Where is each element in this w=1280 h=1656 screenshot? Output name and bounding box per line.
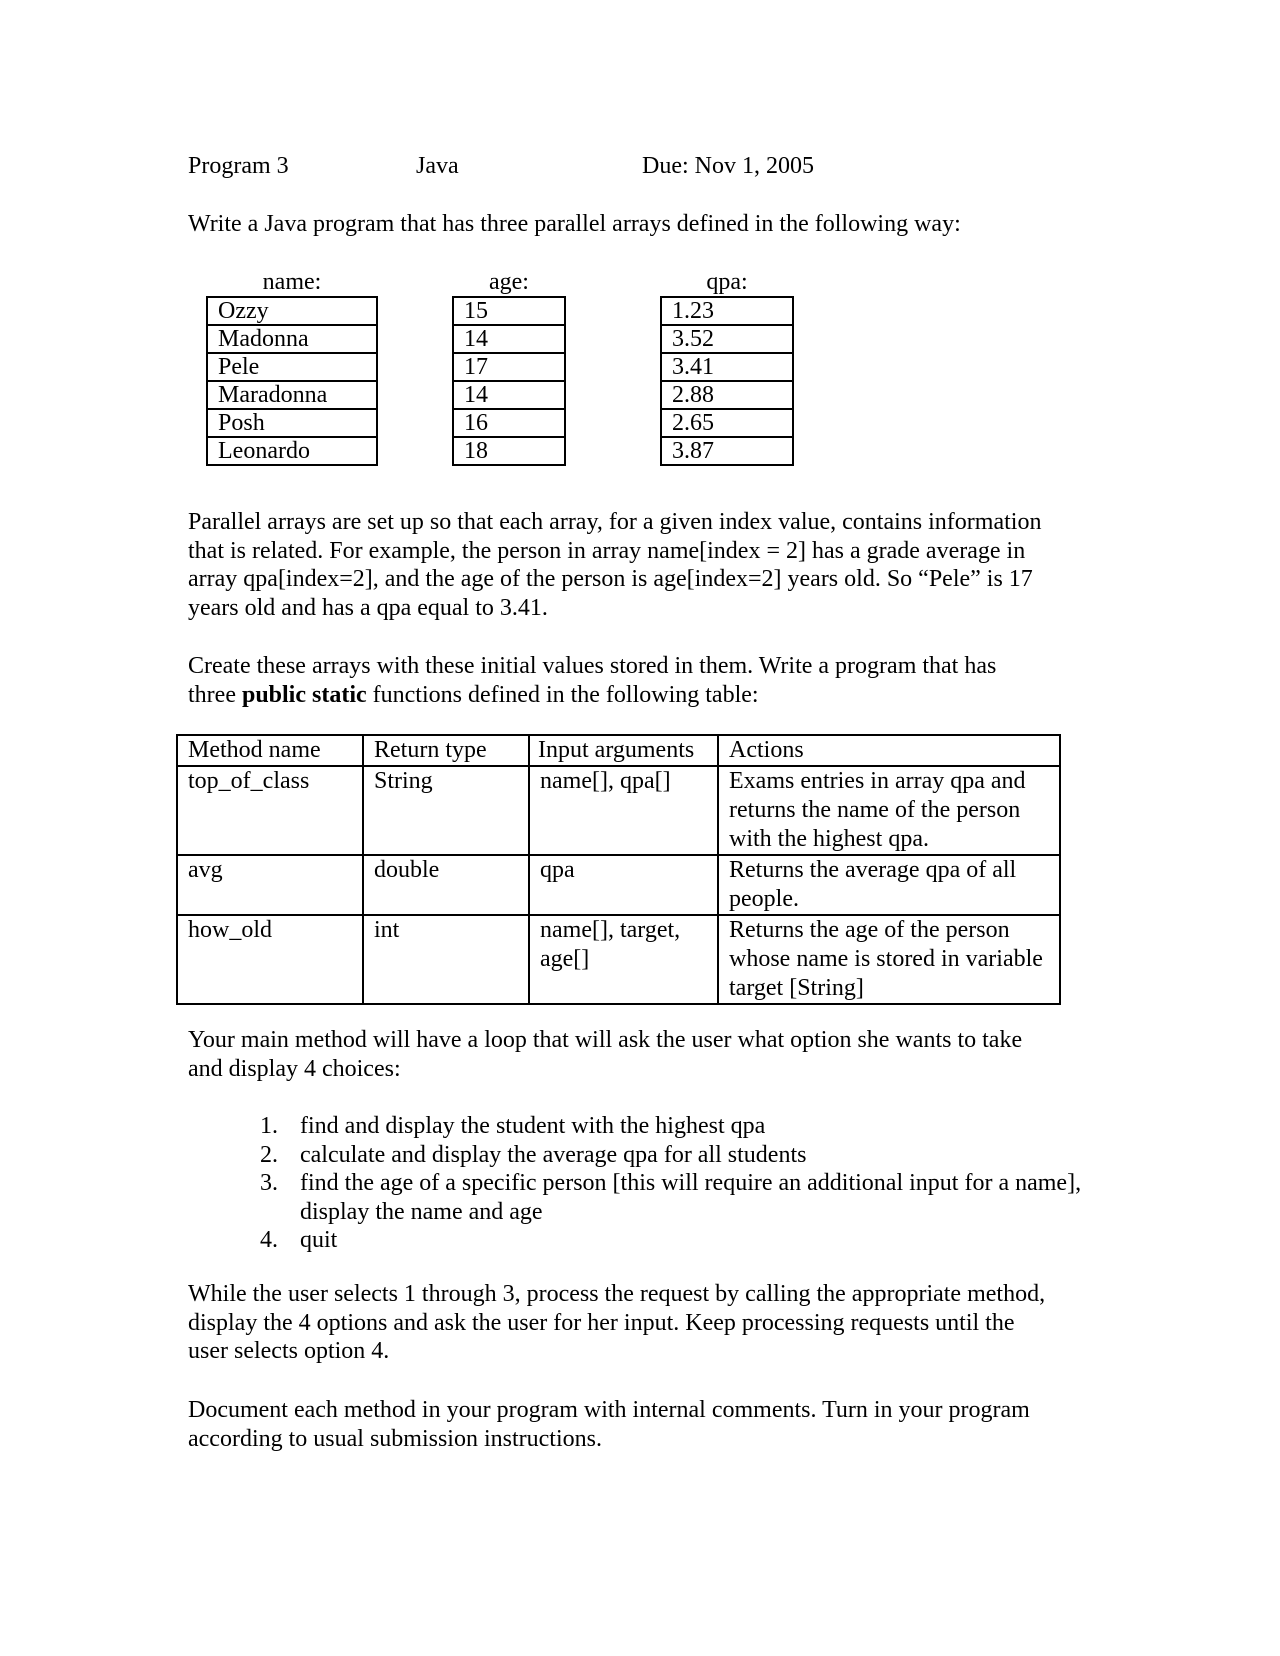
paragraph-line: Your main method will have a loop that will ask the user what option she wants to take <box>188 1027 1023 1053</box>
list-number: 3. <box>260 1170 278 1196</box>
list-number: 4. <box>260 1227 278 1253</box>
line-text: three <box>188 681 242 708</box>
list-item <box>260 1141 1100 1170</box>
paragraph-line: that is related. For example, the person in array name[index = 2] has a grade average in <box>188 537 1026 564</box>
language: Java <box>416 153 459 179</box>
array-row <box>207 381 377 409</box>
input-arguments-cell: qpa <box>529 855 718 915</box>
header-method-name: Method name <box>177 735 363 766</box>
array-row <box>453 437 565 465</box>
array-cell: 3.87 <box>661 437 793 465</box>
due-date: Due: Nov 1, 2005 <box>642 153 814 179</box>
method-name-cell: how_old <box>177 915 363 1004</box>
array-row <box>661 297 793 325</box>
paragraph-line: display the 4 options and ask the user for her input. Keep processing requests until the <box>188 1309 1015 1336</box>
list-item <box>260 1112 1100 1141</box>
array-cell: 3.52 <box>661 325 793 353</box>
create-arrays-paragraph <box>188 652 996 709</box>
header-input-arguments: Input arguments <box>529 735 718 766</box>
return-type-cell: double <box>363 855 529 915</box>
array-cell: 18 <box>453 437 565 465</box>
paragraph-line: Document each method in your program with internal comments. Turn in your program <box>188 1397 1030 1423</box>
array-cell: 2.88 <box>661 381 793 409</box>
qpa-array-table <box>660 296 794 466</box>
processing-paragraph <box>188 1280 1045 1366</box>
list-item <box>260 1226 1100 1255</box>
array-cell: Pele <box>207 353 377 381</box>
array-cell: 14 <box>453 325 565 353</box>
documentation-paragraph <box>188 1396 1030 1453</box>
method-name-cell: top_of_class <box>177 766 363 855</box>
input-arguments-cell: name[], qpa[] <box>529 766 718 855</box>
header-actions: Actions <box>718 735 1060 766</box>
paragraph-line: Create these arrays with these initial values stored in them. Write a program that has <box>188 653 997 679</box>
table-header-row <box>177 735 1060 766</box>
array-row <box>207 297 377 325</box>
program-number: Program 3 <box>188 153 289 179</box>
array-cell: Ozzy <box>207 297 377 325</box>
paragraph-line: Parallel arrays are set up so that each array, for a given index value, contains information <box>188 509 1042 535</box>
name-array-label: name: <box>262 269 322 295</box>
paragraph-line: user selects option 4. <box>188 1338 390 1364</box>
array-cell: 17 <box>453 353 565 381</box>
list-number: 1. <box>260 1113 278 1139</box>
array-cell: 2.65 <box>661 409 793 437</box>
table-row <box>177 766 1060 855</box>
name-array-table <box>206 296 378 466</box>
intro-text: Write a Java program that has three parallel arrays defined in the following way: <box>188 211 961 237</box>
list-text: calculate and display the average qpa for all students <box>300 1141 807 1168</box>
array-cell: 3.41 <box>661 353 793 381</box>
array-cell: Leonardo <box>207 437 377 465</box>
table-row <box>177 855 1060 915</box>
method-name-cell: avg <box>177 855 363 915</box>
array-cell: 1.23 <box>661 297 793 325</box>
list-text: find and display the student with the highest qpa <box>300 1113 766 1139</box>
list-item <box>260 1169 1100 1226</box>
array-row <box>207 353 377 381</box>
paragraph-line: array qpa[index=2], and the age of the person is age[index=2] years old. So “Pele” is 17 <box>188 566 1033 592</box>
bold-keyword: public static <box>241 681 367 708</box>
array-row <box>661 381 793 409</box>
array-row <box>453 409 565 437</box>
paragraph-line: While the user selects 1 through 3, process the request by calling the appropriate method, <box>188 1281 1046 1307</box>
array-cell: Maradonna <box>207 381 377 409</box>
main-method-paragraph <box>188 1026 1022 1083</box>
array-row <box>207 437 377 465</box>
list-text: quit <box>300 1227 338 1253</box>
header-return-type: Return type <box>363 735 529 766</box>
method-table <box>176 734 1061 1005</box>
paragraph-line <box>188 681 996 710</box>
age-array-table <box>452 296 566 466</box>
actions-cell: Returns the average qpa of all people. <box>718 855 1060 915</box>
array-cell: Madonna <box>207 325 377 353</box>
array-row <box>453 325 565 353</box>
paragraph-line: years old and has a qpa equal to 3.41. <box>188 594 548 621</box>
array-row <box>453 353 565 381</box>
list-text: find the age of a specific person [this will require an additional input for a name], display the name and age <box>300 1170 1082 1225</box>
array-row <box>661 325 793 353</box>
paragraph-line: according to usual submission instructions. <box>188 1425 602 1452</box>
array-cell: Posh <box>207 409 377 437</box>
array-row <box>207 325 377 353</box>
array-row <box>207 409 377 437</box>
array-cell: 16 <box>453 409 565 437</box>
return-type-cell: int <box>363 915 529 1004</box>
parallel-arrays-paragraph <box>188 508 1041 622</box>
paragraph-line: and display 4 choices: <box>188 1055 401 1082</box>
table-row <box>177 915 1060 1004</box>
line-text: functions defined in the following table: <box>366 681 759 708</box>
array-row <box>661 353 793 381</box>
choices-list <box>260 1112 1100 1255</box>
list-number: 2. <box>260 1141 278 1168</box>
input-arguments-cell: name[], target, age[] <box>529 915 718 1004</box>
return-type-cell: String <box>363 766 529 855</box>
array-row <box>453 381 565 409</box>
actions-cell: Exams entries in array qpa and returns the name of the person with the highest qpa. <box>718 766 1060 855</box>
array-row <box>453 297 565 325</box>
array-cell: 14 <box>453 381 565 409</box>
qpa-array-label: qpa: <box>706 269 748 295</box>
actions-cell: Returns the age of the person whose name is stored in variable target [String] <box>718 915 1060 1004</box>
array-cell: 15 <box>453 297 565 325</box>
array-row <box>661 409 793 437</box>
array-row <box>661 437 793 465</box>
age-array-label: age: <box>489 269 529 295</box>
